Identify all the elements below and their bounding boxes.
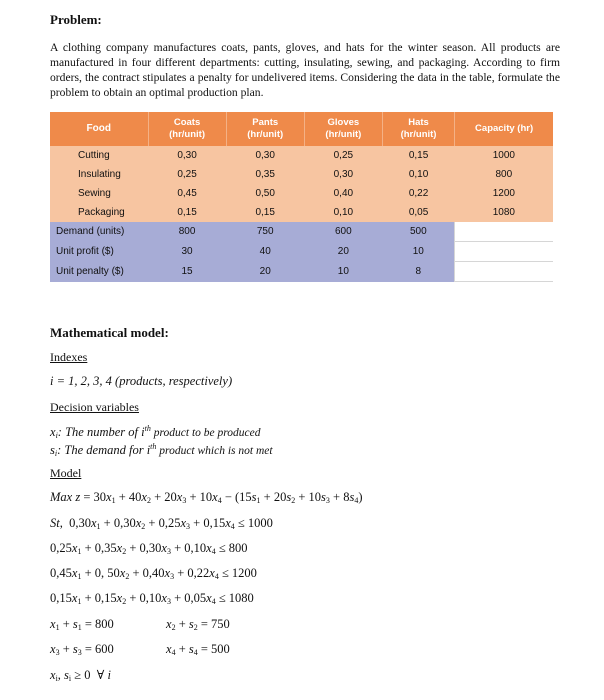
row-label: Unit profit ($) — [50, 242, 148, 262]
header-food: Food — [50, 112, 148, 146]
cell-coats: 0,45 — [148, 184, 226, 203]
cell-empty — [455, 222, 553, 242]
constraint-demand-1: $x_1 + s_1 = 800$ — [50, 617, 114, 632]
objective-function: Max $z = 30x_1 + 40x_2 + 20x_3 + 10x_4 - (15s_1 + 20s_2 + 10s_3 + 8s_4)$ — [50, 490, 363, 505]
cell-hats: 0,05 — [382, 203, 454, 222]
cell-pants: 0,50 — [226, 184, 304, 203]
cell-hats: 0,22 — [382, 184, 454, 203]
problem-heading: Problem: — [50, 12, 102, 27]
header-coats: Coats (hr/unit) — [148, 112, 226, 146]
table-row — [50, 146, 553, 165]
cell-empty — [455, 242, 553, 262]
constraint-demand-4: $x_4 + s_4 = 500$ — [166, 642, 230, 657]
header-gloves: Gloves (hr/unit) — [304, 112, 382, 146]
cell-gloves: 20 — [304, 242, 382, 262]
dept-name: Packaging — [50, 203, 148, 222]
table-row — [50, 222, 553, 242]
table-row — [50, 203, 553, 222]
model-label: Model — [50, 466, 82, 480]
header-hats: Hats (hr/unit) — [382, 112, 454, 146]
constraint-demand-2: $x_2 + s_2 = 750$ — [166, 617, 230, 632]
cell-coats: 30 — [148, 242, 226, 262]
table-header-row — [50, 112, 553, 146]
cell-pants: 40 — [226, 242, 304, 262]
cell-gloves: 0,25 — [304, 146, 382, 165]
cell-pants: 750 — [226, 222, 304, 242]
decision-label: Decision variables — [50, 400, 139, 414]
dept-name: Insulating — [50, 165, 148, 184]
cell-pants: 0,35 — [226, 165, 304, 184]
constraint-cutting: St, $0,30x_1 + 0,30x_2 + 0,25x_3 + 0,15x_4 \le 1000$ — [50, 516, 273, 531]
cell-capacity: 800 — [455, 165, 553, 184]
model-title: Mathematical model: — [50, 325, 169, 340]
problem-statement: A clothing company manufactures coats, pants, gloves, and hats for the winter season. All products are manufactured in four different departments: cutting, insulating, sewing, and packaging. According to firm orders, the contract stipulates a penalty for undelivered items. Considering the data in the table, formulate the problem to obtain an optimal production plan. — [50, 41, 560, 99]
header-capacity: Capacity (hr) — [455, 112, 553, 146]
cell-hats: 10 — [382, 242, 454, 262]
cell-gloves: 600 — [304, 222, 382, 242]
table-row — [50, 262, 553, 282]
table-row — [50, 242, 553, 262]
cell-coats: 15 — [148, 262, 226, 282]
cell-coats: 800 — [148, 222, 226, 242]
s-definition: $s_i$: The demand for $i^{th}$ product which is not met — [50, 442, 273, 458]
dept-name: Cutting — [50, 146, 148, 165]
x-definition: $x_i$: The number of $i^{th}$ product to be produced — [50, 424, 261, 440]
header-pants: Pants (hr/unit) — [226, 112, 304, 146]
cell-empty — [455, 262, 553, 282]
index-line: i = 1, 2, 3, 4 (products, respectively) — [50, 374, 233, 388]
constraint-packaging: $0,15x_1 + 0,15x_2 + 0,10x_3 + 0,05x_4 \le 1080$ — [50, 591, 254, 606]
table-row — [50, 165, 553, 184]
nonnegativity-constraint: $x_i$, $s_i \ge 0$ ∀ i — [50, 668, 111, 683]
cell-coats: 0,30 — [148, 146, 226, 165]
cell-coats: 0,25 — [148, 165, 226, 184]
cell-capacity: 1080 — [455, 203, 553, 222]
cell-pants: 20 — [226, 262, 304, 282]
cell-hats: 0,10 — [382, 165, 454, 184]
constraint-sewing: $0,45x_1 + 0$, $50x_2 + 0,40x_3 + 0,22x_4 \le 1200$ — [50, 566, 257, 581]
cell-pants: 0,30 — [226, 146, 304, 165]
cell-gloves: 0,10 — [304, 203, 382, 222]
cell-capacity: 1200 — [455, 184, 553, 203]
indexes-label: Indexes — [50, 350, 88, 364]
cell-capacity: 1000 — [455, 146, 553, 165]
cell-coats: 0,15 — [148, 203, 226, 222]
row-label: Demand (units) — [50, 222, 148, 242]
table-row — [50, 184, 553, 203]
dept-name: Sewing — [50, 184, 148, 203]
cell-gloves: 0,40 — [304, 184, 382, 203]
cell-gloves: 10 — [304, 262, 382, 282]
cell-gloves: 0,30 — [304, 165, 382, 184]
cell-hats: 0,15 — [382, 146, 454, 165]
cell-hats: 8 — [382, 262, 454, 282]
cell-hats: 500 — [382, 222, 454, 242]
constraint-demand-3: $x_3 + s_3 = 600$ — [50, 642, 114, 657]
cell-pants: 0,15 — [226, 203, 304, 222]
row-label: Unit penalty ($) — [50, 262, 148, 282]
data-table — [50, 112, 553, 282]
constraint-insulating: $0,25x_1 + 0,35x_2 + 0,30x_3 + 0,10x_4 \le 800$ — [50, 541, 248, 556]
